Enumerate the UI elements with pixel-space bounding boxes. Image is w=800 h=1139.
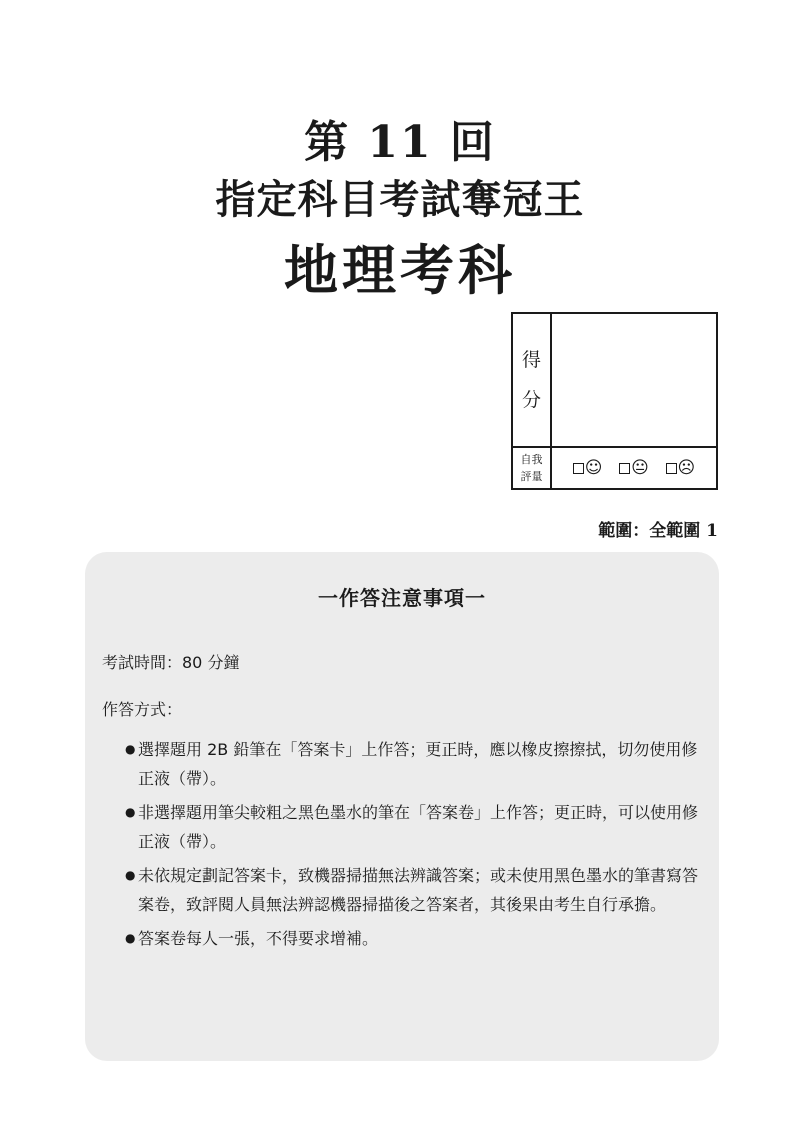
self-eval-option-happy[interactable] xyxy=(573,457,603,478)
bullet-icon: ● xyxy=(125,931,136,945)
bullet-icon: ● xyxy=(125,805,136,819)
rule-text: 未依規定劃記答案卡，致機器掃描無法辨識答案；或未使用黑色墨水的筆書寫答案卷，致評閱人員無法辨認機器掃描後之答案者，其後果由考生自行承擔。 xyxy=(138,866,699,914)
list-item xyxy=(125,798,705,856)
self-evaluation-row xyxy=(513,446,716,488)
instructions-panel xyxy=(85,552,719,1061)
exam-range: 範圍：全範圍 1 xyxy=(598,521,718,541)
bullet-icon: ● xyxy=(125,742,136,756)
exam-time: 考試時間：80 分鐘 xyxy=(102,653,240,672)
score-label-cell xyxy=(513,314,552,446)
frown-face-icon: ☹ xyxy=(677,457,696,478)
score-label-char-1: 得 xyxy=(521,349,541,371)
answer-method-label: 作答方式： xyxy=(102,700,183,719)
self-evaluation-label xyxy=(513,448,552,488)
rule-text: 答案卷每人一張，不得要求增補。 xyxy=(138,929,379,948)
self-evaluation-options xyxy=(552,448,716,488)
list-item xyxy=(125,924,705,953)
score-value-field[interactable] xyxy=(552,314,716,446)
instructions-title: 一作答注意事項一 xyxy=(318,586,486,610)
self-eval-label-line-1: 自我 xyxy=(520,453,543,466)
rule-text: 非選擇題用筆尖較粗之黑色墨水的筆在「答案卷」上作答；更正時，可以使用修正液（帶）。 xyxy=(138,803,699,851)
rules-list xyxy=(125,735,705,958)
checkbox-icon[interactable] xyxy=(573,463,584,474)
rule-text: 選擇題用 2B 鉛筆在「答案卡」上作答；更正時，應以橡皮擦擦拭，切勿使用修正液（帶）。 xyxy=(138,740,698,788)
self-eval-label-line-2: 評量 xyxy=(520,470,543,483)
self-eval-option-sad[interactable] xyxy=(666,457,696,478)
neutral-face-icon: 😐 xyxy=(631,457,649,478)
bullet-icon: ● xyxy=(125,868,136,882)
score-label-char-2: 分 xyxy=(521,389,541,411)
score-box xyxy=(511,312,718,490)
exam-series-title: 指定科目考試奪冠王 xyxy=(215,177,585,223)
checkbox-icon[interactable] xyxy=(619,463,630,474)
list-item xyxy=(125,861,705,919)
exam-subject-title: 地理考科 xyxy=(284,238,516,302)
checkbox-icon[interactable] xyxy=(666,463,677,474)
self-eval-option-neutral[interactable] xyxy=(619,457,649,478)
exam-round-title: 第 11 回 xyxy=(304,117,496,168)
smile-face-icon: ☺ xyxy=(584,457,603,478)
list-item xyxy=(125,735,705,793)
